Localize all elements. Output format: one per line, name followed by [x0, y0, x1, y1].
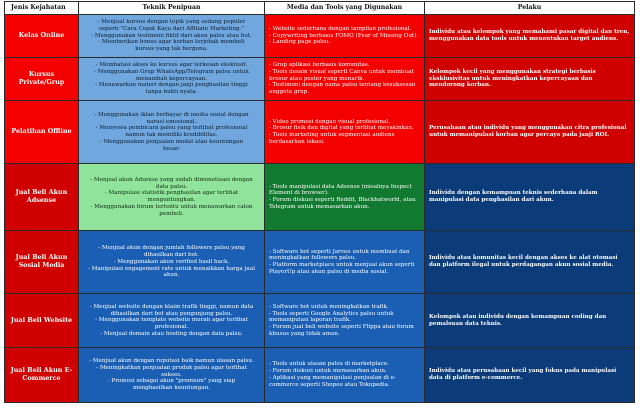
technique-line: kursus yang tak berguna. [135, 46, 208, 53]
technique-line: dihasilkan dari bot atau pengunjung palsu. [110, 310, 233, 317]
technique-line: - Menjual domain atau hosting dengan data palsu. [100, 330, 243, 337]
cell-actor: Individu dengan kemampuan teknis sederhana dalam manipulasi data penghasilan dari akun. [425, 164, 635, 231]
table-row [5, 100, 635, 163]
media-line: Element di browser). [269, 190, 329, 197]
technique-line: - Menjual akun Adsense yang sudah dimonetisasi dengan [90, 176, 253, 183]
media-line: - Forum diskusi seperti Reddit, Blackhatworld, atau [269, 197, 416, 204]
cell-media [265, 231, 425, 294]
technique-line: - Menggunakan iklan berbayar di media sosial dengan [94, 111, 249, 118]
cell-type: Jual Beli Akun E-Commerce [5, 348, 79, 403]
technique-line: profesional. [154, 324, 189, 331]
technique-line: - Menggunakan penjualan modal atau keuntungan [99, 138, 244, 145]
cell-technique [79, 57, 265, 100]
cell-technique [79, 100, 265, 163]
technique-line: narasi emosional. [146, 118, 197, 125]
fraud-table [4, 1, 635, 403]
technique-line: - Menyewa pembicara palsu yang terlihat profesional [95, 125, 248, 132]
cell-actor: Perusahaan atau individu yang menggunakan citra profesional untuk memanipulasi korban agar percaya pada janji ROI. [425, 100, 635, 163]
cell-media [265, 294, 425, 348]
media-line: khusus yang tidak aman. [269, 330, 340, 337]
technique-line: menambah kepercayaan. [135, 75, 208, 82]
technique-line: pembeli. [159, 210, 184, 217]
technique-line: - Membatasi akses ke kursus agar terkesan eksklusif. [95, 61, 248, 68]
technique-line: - Menawarkan materi dengan janji penghasilan tinggi [95, 82, 248, 89]
technique-line: sukses. [161, 371, 182, 378]
technique-line: data palsu. [155, 183, 188, 190]
cell-actor: Individu atau komunitas kecil dengan akses ke alat otomasi dan platform ilegal untuk perdagangan akun sosial media. [425, 231, 635, 294]
media-line: - Aplikasi yang memanipulasi penjualan di e- [269, 375, 396, 382]
technique-line: - Manipulasi engagement rate untuk menaikkan harga jual [87, 265, 255, 272]
technique-line: menghasilkan keuntungan. [133, 385, 210, 392]
cell-technique [79, 294, 265, 348]
cell-media [265, 100, 425, 163]
media-line: berdasarkan lokasi. [269, 138, 325, 145]
media-line: Telegram untuk memasarkan akun. [269, 204, 370, 210]
technique-line: tanpa bukti nyata. [145, 89, 198, 96]
table-row [5, 57, 635, 100]
media-line: - Tools marketing untuk segmentasi audiens [269, 132, 395, 139]
technique-line: namun tak memiliki kredibilitas. [125, 132, 218, 139]
cell-type: Pelatihan Offline [5, 100, 79, 163]
media-line: - Website sederhana dengan tampilan profesional. [269, 25, 412, 32]
header-actor: Pelaku [425, 2, 635, 15]
media-line: anggota grup. [269, 89, 310, 96]
media-line: - Grup aplikasi berbasis komunitas. [269, 61, 370, 68]
media-line: - Tools manipulasi data Adsense (misalnya Inspect [269, 183, 412, 190]
media-line: - Forum jual beli website seperti Flippa atau forum [269, 324, 414, 331]
media-line: meningkatkan followers palsu. [269, 255, 357, 262]
media-line: commerce seperti Shopee atau Tokopedia. [269, 381, 390, 388]
technique-line: - Menggunakan akun verified hasil hack. [113, 258, 230, 265]
technique-line: - Menggunakan forum tertentu untuk menawarkan calon [90, 204, 253, 210]
technique-line: - Promosi sebagai akun "premium" yang siap [107, 378, 236, 385]
technique-line: besar. [163, 145, 180, 152]
technique-line: - Menjual akun dengan jumlah followers palsu yang [98, 245, 245, 252]
technique-line: - Menjual akun dengan reputasi baik namun ulasan palsu. [89, 358, 254, 365]
technique-line: seperti "Cara Cepat Kaya dari Affiliate Marketing." [99, 25, 244, 32]
technique-line: - Meningkatkan penjualan produk palsu agar terlihat [96, 364, 247, 371]
cell-actor: Kelompok atau individu dengan kemampuan coding dan pemalsuan data teknis. [425, 294, 635, 348]
header-row [5, 2, 635, 15]
technique-line: - Menggunakan testimoni fiktif dari akun palsu atau bot. [91, 32, 252, 39]
cell-technique [79, 15, 265, 58]
header-type: Jenis Kejahatan [5, 2, 79, 15]
media-line: - Copywriting berbasis FOMO (Fear of Missing Out). [269, 32, 419, 39]
cell-type: Kursus Private/Grup [5, 57, 79, 100]
technique-line: akun. [163, 272, 180, 279]
table-row [5, 348, 635, 403]
table-row [5, 15, 635, 58]
header-technique: Teknik Penipuan [79, 2, 265, 15]
media-line: brosur atau poster yang menarik. [269, 75, 365, 82]
media-line: - Software bot seperti Jarvee untuk membuat dan [269, 248, 410, 255]
media-line: - Software bot untuk meningkatkan trafik. [269, 303, 389, 310]
cell-technique [79, 231, 265, 294]
cell-media [265, 164, 425, 231]
cell-type: Jual Beli Akun Adsense [5, 164, 79, 231]
technique-line: - Menggunakan template website murah agar terlihat [95, 317, 248, 324]
cell-actor: Individu atau perusahaan kecil yang fokus pada manipulasi data di platform e-commerce. [425, 348, 635, 403]
cell-media [265, 348, 425, 403]
media-line: - Tools desain visual seperti Canva untuk membuat [269, 68, 414, 75]
cell-media [265, 15, 425, 58]
media-line: - Landing page palsu. [269, 39, 331, 46]
cell-type: Kelas Online [5, 15, 79, 58]
media-line: - Tools seperti Google Analytics palsu untuk [269, 310, 394, 317]
table-row [5, 294, 635, 348]
media-line: - Platform marketplace untuk menjual akun seperti [269, 262, 415, 269]
cell-media [265, 57, 425, 100]
media-line: - Forum diskusi untuk memasarkan akun. [269, 368, 387, 375]
technique-line: menguntungkan. [147, 197, 196, 204]
cell-type: Jual Beli Akun Sosial Media [5, 231, 79, 294]
media-line: - Video promosi dengan visual profesional. [269, 118, 390, 125]
technique-line: - Menjual kursus dengan topik yang sedang populer [97, 18, 246, 25]
cell-technique [79, 164, 265, 231]
media-line: - Testimoni dengan nama palsu tentang kesuksesan [269, 82, 416, 89]
header-media: Media dan Tools yang Digunakan [265, 2, 425, 15]
media-line: - Brosur fisik dan digital yang terlihat meyakinkan. [269, 125, 414, 132]
cell-technique [79, 348, 265, 403]
cell-actor: Individu atau kelompok yang memahami pasar digital dan tren, menggunakan data tools untuk menentukan target audiens. [425, 15, 635, 58]
cell-type: Jual Beli Website [5, 294, 79, 348]
table-row [5, 231, 635, 294]
cell-actor: Kelompok kecil yang menggunakan strategi berbasis eksklusivitas untuk meningkatkan kepercayaan dan mendorong korban. [425, 57, 635, 100]
media-line: - Tools untuk ulasan palsu di marketplace. [269, 361, 389, 368]
technique-line: dihasilkan dari bot. [144, 251, 199, 258]
technique-line: - Memberikan bonus agar korban terjebak membeli [98, 39, 245, 46]
media-line: PlayerUp atau akun palsu di media sosial. [269, 269, 389, 276]
technique-line: - Menjual website dengan klaim trafik tinggi, namun data [89, 303, 254, 310]
technique-line: - Manipulasi statistik penghasilan agar terlihat [104, 190, 239, 197]
media-line: memanipulasi laporan trafik. [269, 317, 352, 324]
table-row [5, 164, 635, 231]
technique-line: - Menggunakan Grup WhatsApp/Telegram palsu untuk [94, 68, 249, 75]
